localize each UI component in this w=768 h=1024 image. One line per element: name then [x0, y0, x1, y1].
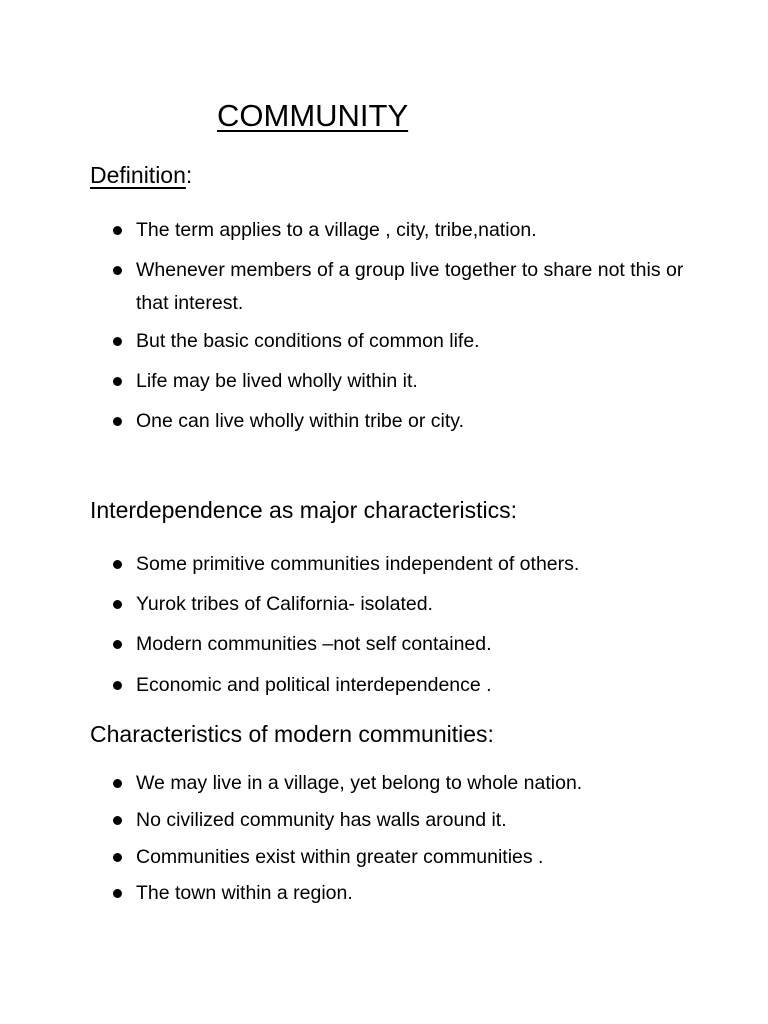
page-title: COMMUNITY: [217, 98, 409, 133]
list-item-text: Modern communities –not self contained.: [136, 633, 492, 655]
list-item: [110, 405, 710, 438]
definition-heading-label: Definition: [90, 162, 186, 188]
list-item: [110, 214, 710, 247]
list-item: [110, 628, 710, 661]
list-item-text: Yurok tribes of California- isolated.: [136, 593, 433, 615]
definition-heading-colon: :: [185, 162, 193, 188]
list-item: [110, 767, 710, 800]
list-item: [110, 877, 710, 910]
list-item-text: Communities exist within greater communities .: [136, 846, 544, 868]
list-item-text: Life may be lived wholly within it.: [136, 370, 418, 392]
list-item: [110, 669, 710, 702]
list-item: [110, 325, 710, 358]
list-item: [110, 365, 710, 398]
bullet-icon: [113, 226, 122, 235]
section-heading-modern-communities: Characteristics of modern communities:: [90, 721, 494, 747]
bullet-icon: [113, 266, 122, 275]
list-item: [110, 588, 710, 621]
list-item-text: Economic and political interdependence .: [136, 674, 492, 696]
list-item-text: The town within a region.: [136, 882, 353, 904]
list-item: [110, 254, 710, 320]
list-item-text: The term applies to a village , city, tribe,nation.: [136, 219, 537, 241]
bullet-icon: [113, 779, 122, 788]
bullet-icon: [113, 417, 122, 426]
bullet-icon: [113, 640, 122, 649]
section-heading-definition: [90, 160, 192, 190]
list-item-text: But the basic conditions of common life.: [136, 330, 480, 352]
list-item: [110, 548, 710, 581]
list-item-text: Some primitive communities independent of others.: [136, 553, 580, 575]
bullet-icon: [113, 337, 122, 346]
list-item-text: One can live wholly within tribe or city.: [136, 410, 465, 432]
section-heading-interdependence: Interdependence as major characteristics:: [90, 497, 517, 523]
bullet-icon: [113, 600, 122, 609]
bullet-icon: [113, 816, 122, 825]
list-item-text: No civilized community has walls around it.: [136, 809, 507, 831]
bullet-icon: [113, 377, 122, 386]
bullet-icon: [113, 889, 122, 898]
bullet-icon: [113, 560, 122, 569]
list-item-text: Whenever members of a group live together to share not this or that interest.: [136, 259, 684, 314]
bullet-icon: [113, 853, 122, 862]
list-item: [110, 841, 710, 874]
list-item-text: We may live in a village, yet belong to whole nation.: [136, 772, 583, 794]
bullet-icon: [113, 681, 122, 690]
list-item: [110, 804, 710, 837]
